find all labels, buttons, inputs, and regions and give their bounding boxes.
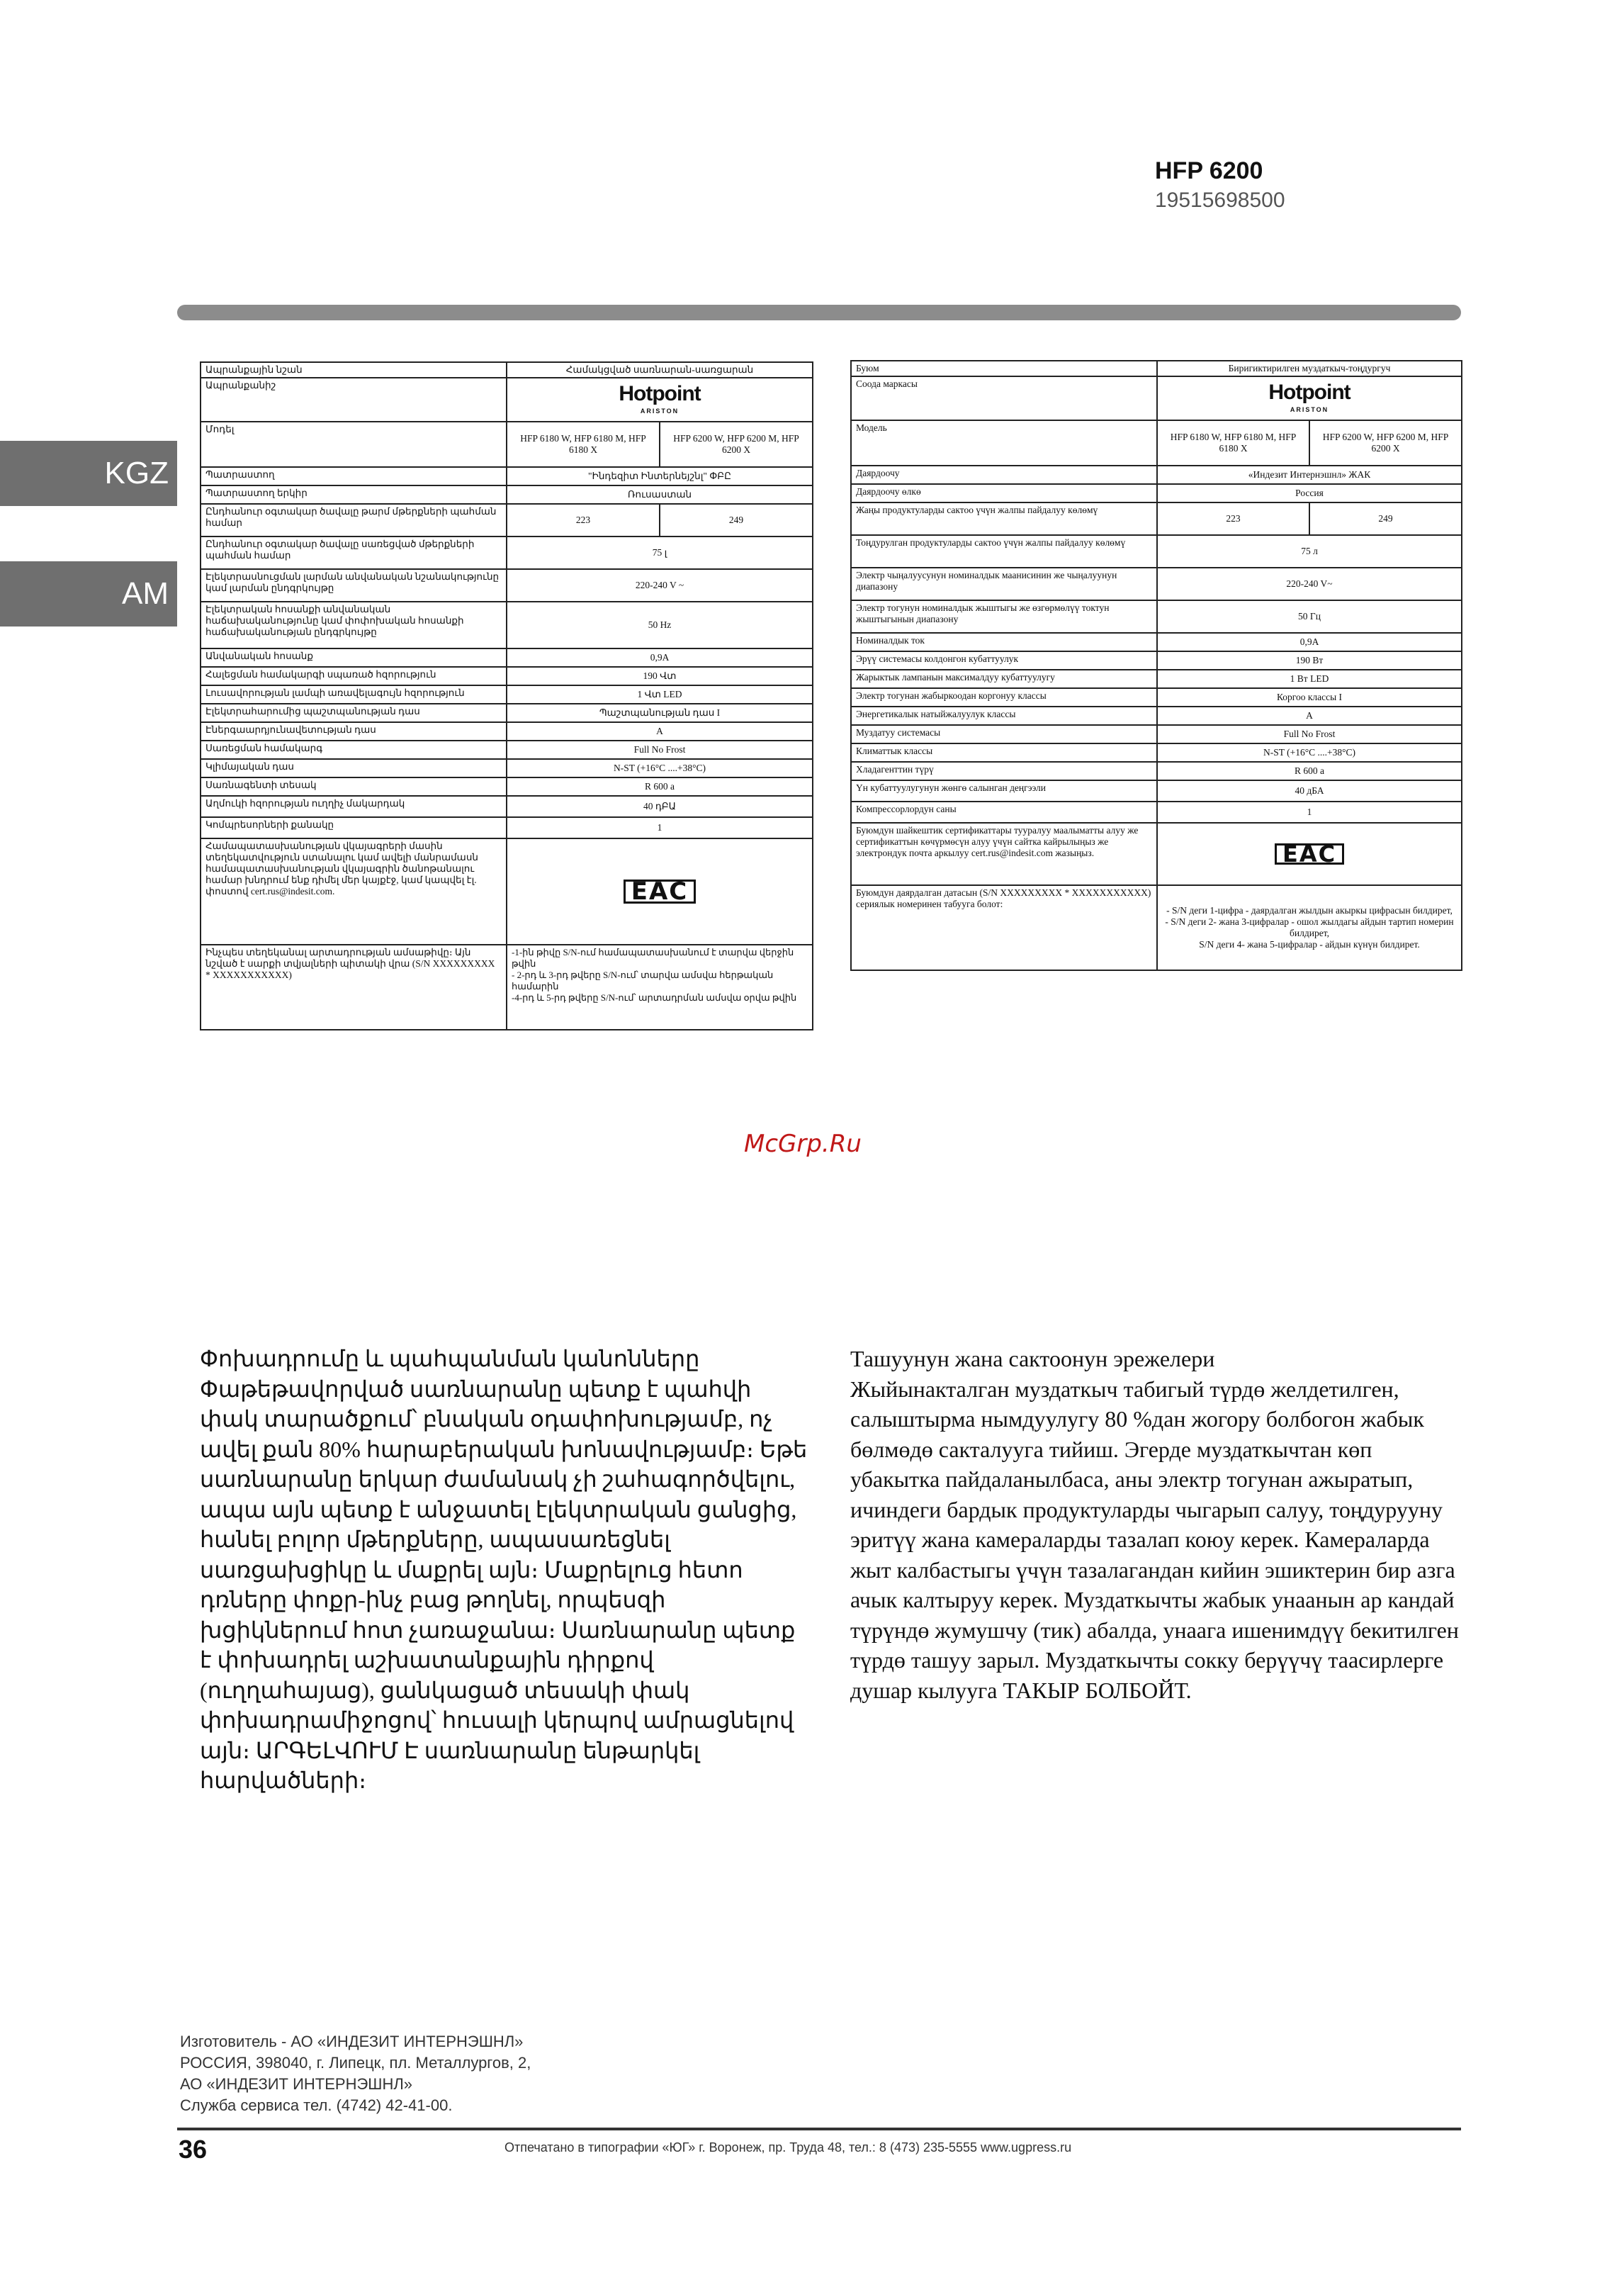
- spec-label: Ընդհանուր օգտակար ծավալը սառեցված մթերքների պահման համար: [201, 537, 507, 569]
- spec-value: 220-240 V ~: [507, 569, 813, 602]
- spec-label: Ընդհանուր օգտակար ծավալը թարմ մթերքների պահման համար: [201, 504, 507, 537]
- model-list-6180: HFP 6180 W, HFP 6180 M, HFP 6180 X: [1157, 420, 1309, 466]
- manufacturer-info: [180, 2031, 531, 2116]
- maker-line: Служба сервиса тел. (4742) 42-41-00.: [180, 2096, 453, 2114]
- page-number: 36: [179, 2135, 208, 2164]
- spec-value: R 600 a: [1157, 762, 1462, 780]
- table-row: [201, 704, 813, 722]
- spec-value: 75 л: [1157, 535, 1462, 568]
- table-row: [201, 759, 813, 777]
- spec-value: "Ինդեզիտ Ինտերնեյշնլ" ՓԲԸ: [507, 467, 813, 485]
- spec-label: Պատրաստող: [201, 467, 507, 485]
- section-body: Փաթեթավորված սառնարանը պետք է պահվի փակ տարածքում՝ բնական օդափոխությամբ, ոչ ավել քան 80% հարաբերական խոնավությամբ։ Եթե սառնարանը երկար ժամանակ չի շահագործվելու, ապա այն պետք է անջատել էլեկտրական ցանցից, հանել բոլոր մթերքները, ապասառեցնել սառցախցիկը և մաքրել այն։ Մաքրելուց հետո դռները փոքր-ինչ բաց թողնել, որպեսզի խցիկներում հոտ չառաջանա։ Սառնարանը պետք է փոխադրել աշխատանքային դիրքով (ուղղահայաց), ցանկացած տեսակի փակ փոխադրամիջոցով՝ հուսալի կերպով ամրացնելով այն։ ԱՐԳԵԼՎՈՒՄ Է սառնարանը ենթարկել հարվածների։: [200, 1376, 808, 1793]
- table-row: [851, 780, 1462, 802]
- spec-label: Даярдоочу: [851, 466, 1157, 484]
- table-row: [851, 707, 1462, 725]
- spec-value: N-ST (+16°C ....+38°C): [507, 759, 813, 777]
- table-row: [851, 466, 1462, 484]
- table-row: [851, 484, 1462, 502]
- table-row: [201, 569, 813, 602]
- table-row: [851, 670, 1462, 688]
- table-row: [201, 817, 813, 838]
- table-row: [201, 648, 813, 667]
- table-row: [851, 376, 1462, 420]
- model-list-6180: HFP 6180 W, HFP 6180 M, HFP 6180 X: [507, 422, 660, 467]
- spec-label: Լուսավորության լամպի առավելագույն հզորություն: [201, 685, 507, 704]
- spec-value: 40 դԲԱ: [507, 796, 813, 817]
- table-row: [851, 600, 1462, 633]
- spec-label: Жарыктык лампанын максималдуу кубаттуулугу: [851, 670, 1157, 688]
- spec-value: 40 дБА: [1157, 780, 1462, 802]
- product-code: 19515698500: [1155, 189, 1285, 212]
- spec-label: Համապատասխանության վկայագրերի մասին տեղեկատվություն ստանալու կամ ավելի մանրամասն համապատասխանության վկայագրին ծանոթանալու համար խնդրում ենք դիմել մեր կայքէջ, կամ կապվել էլ. փոստով cert.rus@indesit.com.: [201, 838, 507, 945]
- spec-value: 1 Вт LED: [1157, 670, 1462, 688]
- storage-rules-am: [200, 1344, 809, 1796]
- spec-label: Буюм: [851, 361, 1157, 376]
- table-row: [851, 633, 1462, 651]
- spec-label: Климаттык классы: [851, 743, 1157, 762]
- spec-value: 1: [1157, 802, 1462, 823]
- spec-label: Жаңы продуктуларды сактоо үчүн жалпы пайдалуу көлөмү: [851, 502, 1157, 535]
- table-row: [201, 722, 813, 741]
- spec-label: Էլեկտրասնուցման լարման անվանական նշանակությունը կամ լարման ընդգրկույթը: [201, 569, 507, 602]
- spec-value: 0,9A: [1157, 633, 1462, 651]
- table-row: [201, 504, 813, 537]
- table-row: [201, 485, 813, 504]
- spec-label: Էներգաարդյունավետության դաս: [201, 722, 507, 741]
- table-row: [201, 741, 813, 759]
- spec-label: Үн кубаттуулугунун жөнгө салынган деңгээли: [851, 780, 1157, 802]
- spec-value: 75 լ: [507, 537, 813, 569]
- spec-value: 249: [660, 504, 813, 537]
- tab-kgz[interactable]: KGZ: [0, 441, 177, 506]
- table-row: [201, 602, 813, 648]
- bottom-divider: [177, 2128, 1461, 2130]
- spec-value: 223: [507, 504, 660, 537]
- spec-value: Россия: [1157, 484, 1462, 502]
- spec-label: Электр чыңалуусунун номиналдык маанисинин же чыңалуунун диапазону: [851, 568, 1157, 600]
- spec-label: Муздатуу системасы: [851, 725, 1157, 743]
- spec-label: Կոմպրեսորների քանակը: [201, 817, 507, 838]
- spec-label: Հալեցման համակարգի սպառած հզորություն: [201, 667, 507, 685]
- spec-value: 1 Վտ LED: [507, 685, 813, 704]
- spec-value: 0,9A: [507, 648, 813, 667]
- table-row: [851, 762, 1462, 780]
- spec-label: Тоңдурулган продуктуларды сактоо үчүн жалпы пайдалуу көлөмү: [851, 535, 1157, 568]
- table-row: [851, 535, 1462, 568]
- table-row: [851, 688, 1462, 707]
- spec-table-am: [200, 361, 813, 1030]
- spec-label: Մոդել: [201, 422, 507, 467]
- spec-label: Модель: [851, 420, 1157, 466]
- printer-info: Отпечатано в типографии «ЮГ» г. Воронеж, пр. Труда 48, тел.: 8 (473) 235-5555 www.ugpress.ru: [504, 2140, 1072, 2155]
- spec-label: Электр тогунан жабыркоодан коргонуу классы: [851, 688, 1157, 707]
- spec-value: «Индезит Интернэшнл» ЖАК: [1157, 466, 1462, 484]
- tab-am[interactable]: AM: [0, 561, 177, 627]
- spec-label: Կլիմայական դաս: [201, 759, 507, 777]
- spec-value: A: [1157, 707, 1462, 725]
- spec-label: Эрүү системасы колдонгон кубаттуулук: [851, 651, 1157, 670]
- spec-label: Компрессорлордун саны: [851, 802, 1157, 823]
- spec-label: Электр тогунун номиналдык жыштыгы же өзгөрмөлүү токтун жыштыгынын диапазону: [851, 600, 1157, 633]
- spec-label: Աղմուկի հզորության ուղղիչ մակարդակ: [201, 796, 507, 817]
- spec-label: Սառեցման համակարգ: [201, 741, 507, 759]
- table-row: [201, 667, 813, 685]
- table-row: [851, 885, 1462, 970]
- table-row: [851, 725, 1462, 743]
- table-row: [201, 777, 813, 796]
- spec-rows: [201, 467, 813, 838]
- spec-value: N-ST (+16°C ....+38°C): [1157, 743, 1462, 762]
- spec-label: Ապրանքային նշան: [201, 362, 507, 378]
- hotpoint-logo: Hotpoint: [1268, 381, 1350, 404]
- spec-value: Full No Frost: [1157, 725, 1462, 743]
- table-row: [851, 743, 1462, 762]
- spec-label: Սառնագենտի տեսակ: [201, 777, 507, 796]
- spec-table-kgz: [850, 360, 1462, 971]
- table-row: [201, 945, 813, 1030]
- section-title: Փոխադրումը և պահպանման կանոնները: [200, 1346, 700, 1371]
- table-row: [201, 685, 813, 704]
- model-list-6200: HFP 6200 W, HFP 6200 M, HFP 6200 X: [1309, 420, 1462, 466]
- spec-value: 190 Вт: [1157, 651, 1462, 670]
- hotpoint-logo: Hotpoint: [619, 382, 701, 405]
- spec-value: 249: [1309, 502, 1462, 535]
- table-row: [201, 378, 813, 422]
- table-row: [851, 823, 1462, 885]
- table-row: [201, 362, 813, 378]
- spec-value: 1: [507, 817, 813, 838]
- eac-mark-icon: EAC: [1275, 843, 1344, 865]
- spec-value: Համակցված սառնարան-սառցարան: [507, 362, 813, 378]
- eac-cell: [507, 838, 813, 945]
- table-row: [851, 651, 1462, 670]
- table-row: [201, 838, 813, 945]
- table-row: [201, 422, 813, 467]
- storage-rules-kgz: [850, 1344, 1461, 1705]
- table-row: [851, 420, 1462, 466]
- top-divider: [177, 305, 1461, 320]
- spec-value: R 600 a: [507, 777, 813, 796]
- eac-cell: [1157, 823, 1462, 885]
- spec-value: 223: [1157, 502, 1309, 535]
- maker-line: РОССИЯ, 398040, г. Липецк, пл. Металлургов, 2,: [180, 2054, 531, 2072]
- brand-logo: [507, 378, 813, 422]
- spec-value: Պաշտպանության դաս I: [507, 704, 813, 722]
- table-row: [201, 467, 813, 485]
- spec-value: Full No Frost: [507, 741, 813, 759]
- spec-value: A: [507, 722, 813, 741]
- table-row: [851, 568, 1462, 600]
- spec-value: 190 Վտ: [507, 667, 813, 685]
- spec-label: Буюмдун шайкештик сертификаттары тууралуу маалыматты алуу же сертификаттын көчүрмөсүн алуу үчүн сайтка кайрылыңыз же электрондук почта аркылуу cert.rus@indesit.com жазыңыз.: [851, 823, 1157, 885]
- watermark-link[interactable]: McGrp.Ru: [744, 1130, 862, 1158]
- spec-label: Պատրաստող երկիր: [201, 485, 507, 504]
- model-title: HFP 6200: [1155, 157, 1263, 184]
- spec-value: Ռուսաստան: [507, 485, 813, 504]
- spec-label: Ապրանքանիշ: [201, 378, 507, 422]
- table-row: [851, 361, 1462, 376]
- table-row: [851, 802, 1462, 823]
- spec-value: 50 Hz: [507, 602, 813, 648]
- spec-value: Коргоо классы I: [1157, 688, 1462, 707]
- spec-label: Էլեկտրական հոսանքի անվանական հաճախականությունը կամ փոփոխական հոսանքի հաճախականության ընդգրկույթը: [201, 602, 507, 648]
- spec-label: Даярдоочу өлкө: [851, 484, 1157, 502]
- spec-label: Ինչպես տեղեկանալ արտադրության ամսաթիվը։ Այն նշված է սարքի տվյալների պիտակի վրա (S/N XXXXXXXXX * XXXXXXXXXXX): [201, 945, 507, 1030]
- brand-logo: [1157, 376, 1462, 420]
- model-list-6200: HFP 6200 W, HFP 6200 M, HFP 6200 X: [660, 422, 813, 467]
- eac-mark-icon: EAC: [624, 880, 697, 904]
- table-row: [851, 502, 1462, 535]
- table-row: [201, 537, 813, 569]
- spec-label: Буюмдун даярдалган датасын (S/N XXXXXXXXX * XXXXXXXXXXX) сериялык номеринен табууга болот:: [851, 885, 1157, 970]
- maker-line: АО «ИНДЕЗИТ ИНТЕРНЭШНЛ»: [180, 2075, 413, 2093]
- production-date-info: - S/N деги 1-цифра - даярдалган жылдын акыркы цифрасын билдирет, - S/N деги 2- жана 3-цифралар - ошол жылдагы айдын тартип номерин билдирет, S/N деги 4- жана 5-цифралар - айдын күнүн билдирет.: [1157, 885, 1462, 970]
- spec-value: 50 Гц: [1157, 600, 1462, 633]
- spec-value: Биригиктирилген муздаткыч-тоңдургуч: [1157, 361, 1462, 376]
- spec-rows: [851, 466, 1462, 823]
- spec-label: Էլեկտրահարումից պաշտպանության դաս: [201, 704, 507, 722]
- spec-label: Хладагенттин түрү: [851, 762, 1157, 780]
- table-row: [201, 796, 813, 817]
- spec-label: Энергетикалык натыйжалуулук классы: [851, 707, 1157, 725]
- spec-value: 220-240 V~: [1157, 568, 1462, 600]
- spec-label: Номиналдык ток: [851, 633, 1157, 651]
- spec-label: Անվանական հոսանք: [201, 648, 507, 667]
- section-title: Ташуунун жана сактоонун эрежелери: [850, 1346, 1215, 1371]
- ariston-logo: ARISTON: [640, 408, 680, 415]
- production-date-info: -1-ին թիվը S/N-ում համապատասխանում է տարվա վերջին թվին - 2-րդ և 3-րդ թվերը S/N-ում՝ տարվա ամսվա հերթական համարին -4-րդ և 5-րդ թվերը S/N-ում՝ արտադրման ամսվա օրվա թվին: [507, 945, 813, 1030]
- spec-label: Соода маркасы: [851, 376, 1157, 420]
- section-body: Жыйынакталган муздаткыч табигый түрдө желдетилген, салыштырма нымдуулугу 80 %дан жогору болбогон жабык бөлмөдө сакталууга тийиш. Эгерде муздаткычтан көп убакытка пайдаланылбаса, аны электр тогунан ажыратып, ичиндеги бардык продуктуларды чыгарып салуу, тоңдурууну эритүү жана камераларды тазалап коюу керек. Камераларда жыт калбастыгы үчүн тазалагандан кийин эшиктерин бир азга ачык калтыруу керек. Муздаткычты жабык унаанын ар кандай түрүндө жумушчу (тик) абалда, унаага ишенимдүү бекитилген түрдө ташуу зарыл. Муздаткычты сокку берүүчү таасирлерге душар кылууга ТАКЫР БОЛБОЙТ.: [850, 1376, 1459, 1703]
- maker-line: Изготовитель - АО «ИНДЕЗИТ ИНТЕРНЭШНЛ»: [180, 2033, 524, 2050]
- ariston-logo: ARISTON: [1290, 406, 1329, 413]
